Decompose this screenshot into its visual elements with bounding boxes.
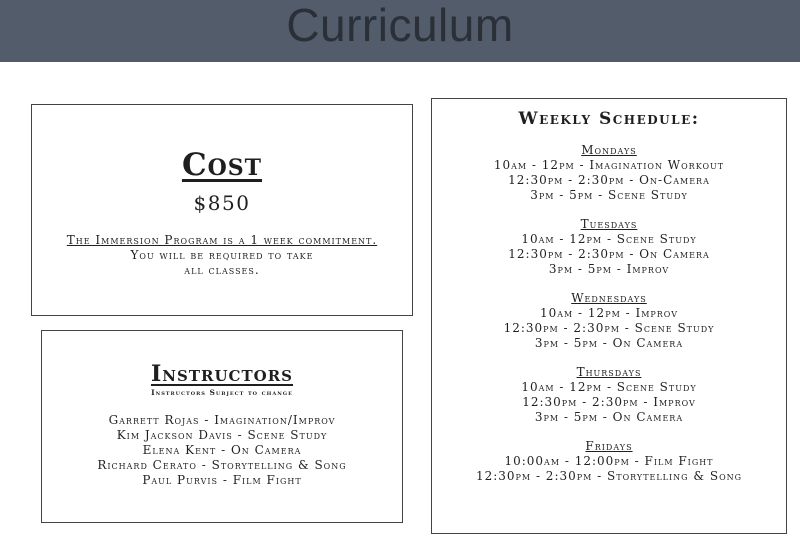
instructor-item: Elena Kent - On Camera bbox=[142, 443, 302, 457]
schedule-day-mondays bbox=[432, 143, 786, 203]
instructor-item: Garrett Rojas - Imagination/Improv bbox=[108, 413, 336, 427]
instructors-note: Instructors Subject to change bbox=[151, 388, 293, 397]
schedule-item: 12:30pm - 2:30pm - Scene Study bbox=[503, 321, 715, 335]
schedule-item: 10am - 12pm - Improv bbox=[540, 306, 678, 320]
page-header bbox=[0, 0, 800, 62]
schedule-item: 12:30pm - 2:30pm - On Camera bbox=[508, 247, 710, 261]
schedule-item: 10:00am - 12:00pm - Film Fight bbox=[504, 454, 714, 468]
schedule-item: 12:30pm - 2:30pm - Storytelling & Song bbox=[475, 469, 743, 483]
schedule-item: 3pm - 5pm - Scene Study bbox=[530, 188, 688, 202]
cost-desc-line: The Immersion Program is a 1 week commitment. bbox=[66, 233, 378, 247]
instructor-item: Paul Purvis - Film Fight bbox=[142, 473, 302, 487]
schedule-item: 10am - 12pm - Imagination Workout bbox=[493, 158, 725, 172]
instructors-list bbox=[42, 413, 402, 488]
cost-panel bbox=[31, 104, 413, 316]
schedule-item: 3pm - 5pm - On Camera bbox=[534, 336, 684, 350]
day-name: Mondays bbox=[581, 143, 637, 157]
instructor-item: Richard Cerato - Storytelling & Song bbox=[97, 458, 347, 472]
cost-price: $850 bbox=[193, 191, 251, 215]
instructors-panel bbox=[41, 330, 403, 523]
day-name: Wednesdays bbox=[571, 291, 647, 305]
schedule-day-thursdays bbox=[432, 365, 786, 425]
schedule-panel bbox=[431, 98, 787, 534]
day-name: Thursdays bbox=[576, 365, 642, 379]
schedule-item: 12:30pm - 2:30pm - On-Camera bbox=[508, 173, 710, 187]
cost-desc-line: You will be required to take bbox=[130, 248, 314, 262]
schedule-day-wednesdays bbox=[432, 291, 786, 351]
page-title: Curriculum bbox=[286, 0, 514, 51]
day-name: Tuesdays bbox=[580, 217, 638, 231]
schedule-day-fridays bbox=[432, 439, 786, 484]
schedule-item: 10am - 12pm - Scene Study bbox=[521, 232, 697, 246]
instructor-item: Kim Jackson Davis - Scene Study bbox=[116, 428, 328, 442]
cost-description bbox=[32, 233, 412, 278]
schedule-title: Weekly Schedule: bbox=[518, 109, 700, 129]
schedule-item: 3pm - 5pm - Improv bbox=[548, 262, 670, 276]
cost-desc-line: all classes. bbox=[184, 263, 260, 277]
schedule-item: 12:30pm - 2:30pm - Improv bbox=[522, 395, 696, 409]
cost-title: Cost bbox=[181, 147, 263, 183]
schedule-day-tuesdays bbox=[432, 217, 786, 277]
instructors-title: Instructors bbox=[150, 361, 293, 387]
day-name: Fridays bbox=[585, 439, 633, 453]
schedule-item: 10am - 12pm - Scene Study bbox=[521, 380, 697, 394]
schedule-item: 3pm - 5pm - On Camera bbox=[534, 410, 684, 424]
